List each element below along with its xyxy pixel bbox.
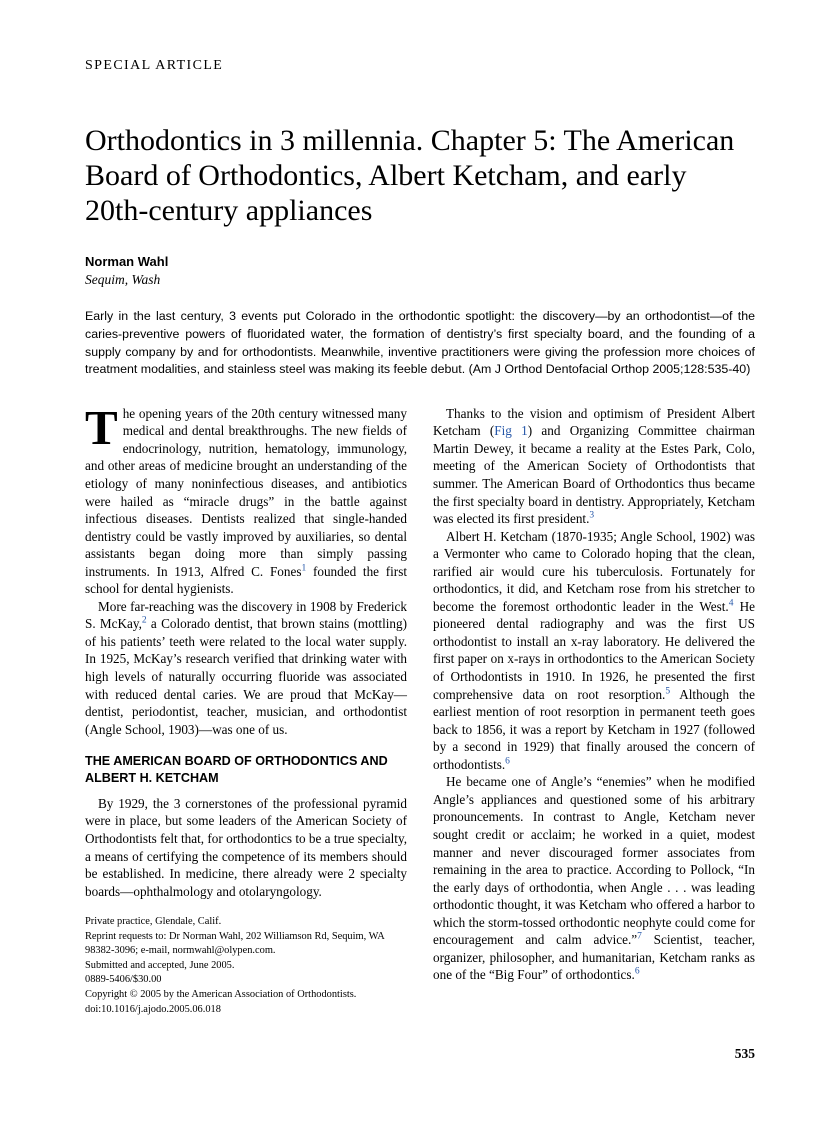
reference-superscript: 6	[634, 966, 640, 977]
body-paragraph: Thanks to the vision and optimism of President Albert Ketcham (Fig 1) and Organizing Committee chairman Martin Dewey, it became a reality at the Estes Park, Colo, meeting of the American Society of Orthodontists that summer. The American Board of Orthodontics thus became the first specialty board in dentistry. Appropriately, Ketcham was elected its first president.$^3$	[433, 405, 755, 527]
body-paragraph	[85, 399, 407, 598]
column-left	[85, 399, 407, 1017]
article-title: Orthodontics in 3 millennia. Chapter 5: The American Board of Orthodontics, Albert Ketcham, and early 20th-century appliances	[85, 124, 735, 227]
reference-superscript: 7	[637, 931, 642, 942]
section-heading: THE AMERICAN BOARD OF ORTHODONTICS AND ALBERT H. KETCHAM	[85, 754, 388, 785]
footnote-block	[85, 915, 407, 1017]
section-label: SPECIAL ARTICLE	[85, 58, 224, 73]
footnote-line: Reprint requests to: Dr Norman Wahl, 202 Williamson Rd, Sequim, WA 98382-3096; e-mail, normwahl@olypen.com.	[85, 930, 385, 957]
body-paragraph: Albert H. Ketcham (1870-1935; Angle School, 1902) was a Vermonter who came to Colorado hoping that the clean, rarified air would cure his tuberculosis. Fortunately for orthodontics, it did, and Ketcham rose from his stretcher to become the foremost orthodontic leader in the West.$^4$ He pioneered dental radiography and was the first US orthodontist to install an x-ray laboratory. He delivered the first paper on x-rays in orthodontics to the American Society of Orthodontists in 1910. In 1926, he presented the first comprehensive data on root resorption.$^5$ Although the earliest mention of root resorption in permanent teeth goes back to 1856, it was a report by Ketcham in 1927 (followed by a second in 1929) that finally aroused the concern of orthodontists.$^6$	[433, 528, 755, 772]
reference-superscript: 6	[505, 756, 510, 767]
abstract: Early in the last century, 3 events put Colorado in the orthodontic spotlight: the discovery—by an orthodontist—of the caries-preventive powers of fluoridated water, the formation of dentistry’s first specialty board, and the founding of a supply company by and for orthodontists. Meanwhile, inventive practitioners were giving the profession more choices of treatment modalities, and stainless steel was making its feeble debut. (Am J Orthod Dentofacial Orthop 2005;128:535-40)	[85, 309, 755, 377]
footnote-line: Private practice, Glendale, Calif.	[85, 916, 222, 928]
reference-superscript: 3	[589, 510, 595, 521]
reference-superscript: 2	[141, 616, 147, 626]
author-name: Norman Wahl	[85, 254, 169, 270]
author-affiliation: Sequim, Wash	[85, 272, 161, 288]
body-paragraph: He became one of Angle’s “enemies” when he modified Angle’s appliances and questioned some of his arbitrary pronouncements. In contrast to Angle, Ketcham never sought credit or acclaim; he worked in a quiet, modest manner and never discouraged former associates from remaining in the area to practice. According to Pollock, “In the early days of orthodontia, when Angle . . . was leading orthodontic thought, it was Ketcham who offered a harbor to which the storm-tossed orthodontic neophyte could come for encouragement and calm advice.”$^7$ Scientist, teacher, organizer, philosopher, and humanitarian, Ketcham ranks as one of the “Big Four” of orthodontics.$^6$	[433, 774, 755, 983]
figure-reference-link[interactable]: Fig 1	[494, 423, 528, 439]
body-paragraph: More far-reaching was the discovery in 1908 by Frederick S. McKay,$^2$ a Colorado dentist, that brown stains (mottling) of his patients’ teeth were related to the local water supply. In 1925, McKay’s research verified that drinking water with high levels of naturally occurring fluoride was associated with reduced dental caries. We are proud that McKay—dentist, periodontist, teacher, musician, and orthodontist (Angle School, 1903)—was one of us.	[85, 598, 407, 737]
paragraph-text: he opening years of the 20th century witnessed many medical and dental breakthroughs. The new fields of endocrinology, nutrition, hematology, immunology, and other areas of medicine brought an understanding of the etiology of many noninfectious diseases, and antibiotics were hailed as “miracle drugs” in the battle against infectious diseases. Dentists realized that single-handed dentistry could be vastly improved by auxiliaries, so dental assistants began doing more than simply passing instruments. In 1913, Alfred C. Fones$^1$ founded the first school for dental hygienists.	[85, 405, 407, 597]
footnote-line: 0889-5406/$30.00	[85, 974, 162, 986]
footnote-line: Copyright © 2005 by the American Association of Orthodontists.	[85, 989, 357, 1001]
page-number: 535	[734, 1046, 755, 1061]
footnote-line: doi:10.1016/j.ajodo.2005.06.018	[85, 1003, 221, 1015]
reference-superscript: 1	[301, 563, 307, 574]
body-paragraph: By 1929, the 3 cornerstones of the professional pyramid were in place, but some leaders of the American Society of Orthodontists felt that, for orthodontics to be a true specialty, a means of certifying the competence of its members should be established. In medicine, there already were 2 specialty boards—ophthalmology and otolaryngology.	[85, 795, 407, 899]
reference-superscript: 5	[665, 686, 671, 697]
column-right	[433, 405, 755, 1017]
footnote-line: Submitted and accepted, June 2005.	[85, 959, 235, 971]
drop-cap: T	[85, 399, 118, 455]
reference-superscript: 4	[728, 598, 734, 609]
body-columns	[85, 399, 755, 1017]
